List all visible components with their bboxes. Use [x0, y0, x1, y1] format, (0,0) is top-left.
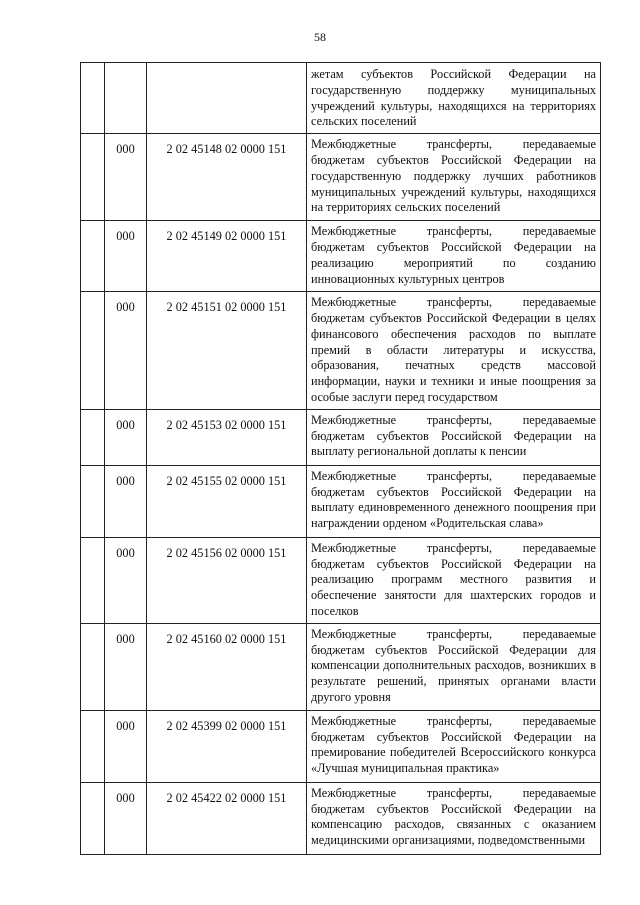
table-row	[81, 292, 601, 410]
admin-code-cell: 000	[105, 623, 147, 710]
revenue-code-cell	[147, 63, 307, 134]
admin-code-cell: 000	[105, 221, 147, 292]
revenue-code-cell: 2 02 45160 02 0000 151	[147, 623, 307, 710]
admin-code-cell: 000	[105, 710, 147, 782]
revenue-name-cell: Межбюджетные трансферты, передаваемые бюджетам субъектов Российской Федерации в целях финансового обеспечения расходов по выплате премий в области литературы и искусства, образования, печатных средств массовой информации, науки и техники и иные поощрения за особые заслуги перед государством	[307, 292, 601, 410]
revenue-name-cell: Межбюджетные трансферты, передаваемые бюджетам субъектов Российской Федерации на выплату региональной доплаты к пенсии	[307, 409, 601, 465]
revenue-code-cell: 2 02 45156 02 0000 151	[147, 537, 307, 623]
empty-cell	[81, 623, 105, 710]
revenue-name-cell: Межбюджетные трансферты, передаваемые бюджетам субъектов Российской Федерации на реализацию программ местного развития и обеспечение занятости для шахтерских городов и поселков	[307, 537, 601, 623]
revenue-name-cell: Межбюджетные трансферты, передаваемые бюджетам субъектов Российской Федерации на государственную поддержку лучших работников муниципальных учреждений культуры, находящихся на территориях сельских поселений	[307, 134, 601, 221]
table-row	[81, 134, 601, 221]
revenue-name-cell: Межбюджетные трансферты, передаваемые бюджетам субъектов Российской Федерации на реализацию мероприятий по созданию инновационных культурных центров	[307, 221, 601, 292]
table-row	[81, 782, 601, 854]
page-number: 58	[314, 30, 326, 44]
table-row	[81, 221, 601, 292]
revenue-name-cell: Межбюджетные трансферты, передаваемые бюджетам субъектов Российской Федерации на компенсацию расходов, связанных с оказанием медицинскими организациями, подведомственными	[307, 782, 601, 854]
revenue-name-cell: Межбюджетные трансферты, передаваемые бюджетам субъектов Российской Федерации на выплату единовременного денежного поощрения при награждении орденом «Родительская слава»	[307, 465, 601, 537]
empty-cell	[81, 221, 105, 292]
admin-code-cell: 000	[105, 134, 147, 221]
empty-cell	[81, 537, 105, 623]
table-row	[81, 623, 601, 710]
table-row	[81, 409, 601, 465]
table-row	[81, 710, 601, 782]
revenue-code-cell: 2 02 45155 02 0000 151	[147, 465, 307, 537]
admin-code-cell: 000	[105, 409, 147, 465]
admin-code-cell: 000	[105, 292, 147, 410]
empty-cell	[81, 465, 105, 537]
revenue-codes-table	[80, 62, 601, 855]
revenue-code-cell: 2 02 45148 02 0000 151	[147, 134, 307, 221]
revenue-code-cell: 2 02 45149 02 0000 151	[147, 221, 307, 292]
admin-code-cell: 000	[105, 537, 147, 623]
revenue-name-cell: Межбюджетные трансферты, передаваемые бюджетам субъектов Российской Федерации на премирование победителей Всероссийского конкурса «Лучшая муниципальная практика»	[307, 710, 601, 782]
empty-cell	[81, 134, 105, 221]
admin-code-cell: 000	[105, 782, 147, 854]
revenue-name-cell: Межбюджетные трансферты, передаваемые бюджетам субъектов Российской Федерации для компенсации дополнительных расходов, возникших в результате решений, принятых органами власти другого уровня	[307, 623, 601, 710]
revenue-code-cell: 2 02 45422 02 0000 151	[147, 782, 307, 854]
table-row	[81, 465, 601, 537]
table-row	[81, 63, 601, 134]
admin-code-cell	[105, 63, 147, 134]
empty-cell	[81, 782, 105, 854]
table-row	[81, 537, 601, 623]
empty-cell	[81, 710, 105, 782]
empty-cell	[81, 63, 105, 134]
revenue-code-cell: 2 02 45153 02 0000 151	[147, 409, 307, 465]
revenue-code-cell: 2 02 45399 02 0000 151	[147, 710, 307, 782]
empty-cell	[81, 292, 105, 410]
admin-code-cell: 000	[105, 465, 147, 537]
revenue-code-cell: 2 02 45151 02 0000 151	[147, 292, 307, 410]
revenue-name-cell: жетам субъектов Российской Федерации на государственную поддержку муниципальных учреждений культуры, находящихся на территориях сельских поселений	[307, 63, 601, 134]
empty-cell	[81, 409, 105, 465]
